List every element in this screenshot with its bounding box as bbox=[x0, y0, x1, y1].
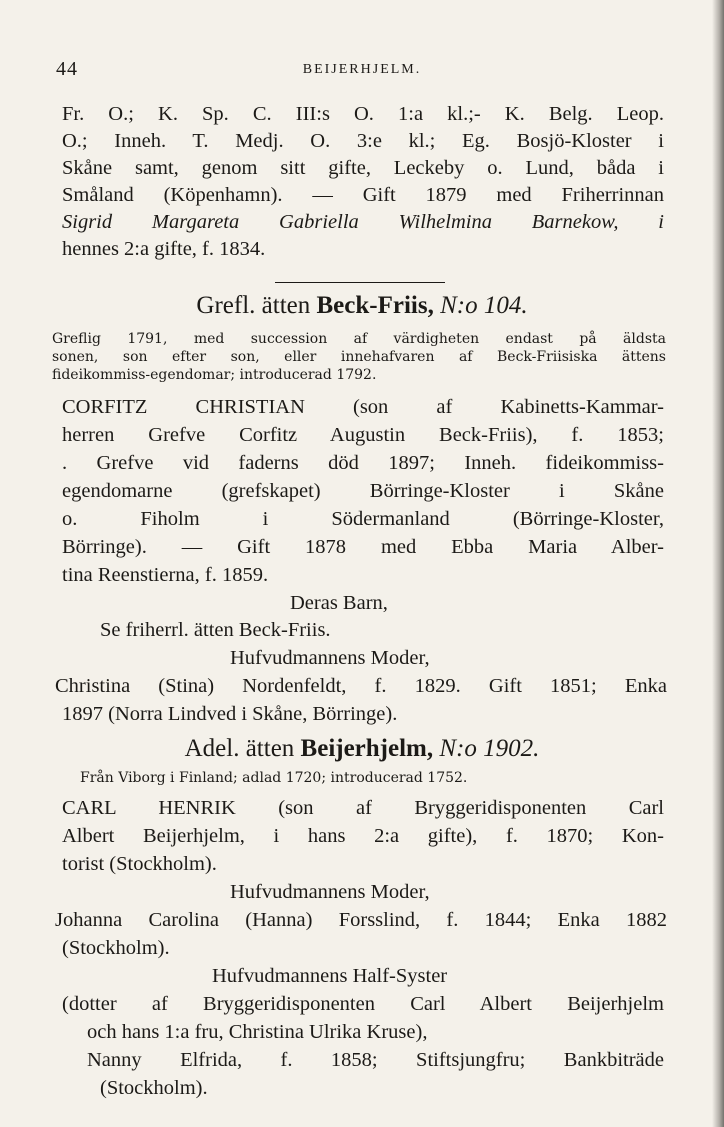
mother-line: 1897 (Norra Lindved i Skåne, Börringe). bbox=[62, 703, 398, 725]
heading-prefix: Adel. ätten bbox=[184, 735, 295, 762]
mother-heading: Hufvudmannens Moder, bbox=[230, 647, 430, 669]
mother-heading: Hufvudmannens Moder, bbox=[230, 881, 430, 903]
heading-number: N:o 1902. bbox=[439, 735, 540, 762]
text-line: Fr. O.; K. Sp. C. III:s O. 1:a kl.;- K. Belg. Leop. bbox=[62, 103, 664, 125]
entry-line: o. Fiholm i Södermanland (Börringe-Kloster, bbox=[62, 508, 664, 530]
sister-heading: Hufvudmannens Half-Syster bbox=[212, 965, 448, 987]
text-line: Småland (Köpenhamn). — Gift 1879 med Friherrinnan bbox=[62, 184, 664, 206]
mother-line: Christina (Stina) Nordenfeldt, f. 1829. Gift 1851; Enka bbox=[55, 675, 667, 697]
heading-family-name: Beck-Friis, bbox=[316, 292, 434, 319]
intro-line: sonen, son efter son, eller innehafvaren af Beck-Friisiska ättens bbox=[52, 349, 666, 365]
mother-line: Johanna Carolina (Hanna) Forsslind, f. 1844; Enka 1882 bbox=[55, 909, 667, 931]
entry-line: CORFITZ CHRISTIAN (son af Kabinetts-Kammar- bbox=[62, 396, 664, 418]
heading-family-name: Beijerhjelm, bbox=[300, 735, 434, 762]
children-heading: Deras Barn, bbox=[290, 592, 388, 614]
section-heading-beijerhjelm bbox=[0, 735, 724, 763]
text-line: Sigrid Margareta Gabriella Wilhelmina Barnekow, i bbox=[62, 211, 664, 233]
section-heading-beck-friis bbox=[0, 292, 724, 320]
sister-line: (dotter af Bryggeridisponenten Carl Albert Beijerhjelm bbox=[62, 993, 664, 1015]
entry-line: tina Reenstierna, f. 1859. bbox=[62, 564, 269, 586]
intro-line: Greflig 1791, med succession af värdigheten endast på äldsta bbox=[52, 331, 666, 347]
heading-prefix: Grefl. ätten bbox=[196, 292, 311, 319]
entry-line: Albert Beijerhjelm, i hans 2:a gifte), f. 1870; Kon- bbox=[62, 825, 664, 847]
entry-line: egendomarne (grefskapet) Börringe-Kloster i Skåne bbox=[62, 480, 664, 502]
children-reference: Se friherrl. ätten Beck-Friis. bbox=[100, 619, 331, 641]
intro-line: Från Viborg i Finland; adlad 1720; introducerad 1752. bbox=[80, 770, 468, 786]
text-line: Skåne samt, genom sitt gifte, Leckeby o. Lund, båda i bbox=[62, 157, 664, 179]
sister-line: och hans 1:a fru, Christina Ulrika Kruse), bbox=[87, 1021, 428, 1043]
heading-number: N:o 104. bbox=[440, 292, 528, 319]
separator-rule bbox=[275, 282, 445, 283]
running-title: BEIJERHJELM. bbox=[302, 62, 422, 77]
sister-line: Nanny Elfrida, f. 1858; Stiftsjungfru; Bankbiträde bbox=[87, 1049, 664, 1071]
entry-line: CARL HENRIK (son af Bryggeridisponenten Carl bbox=[62, 797, 664, 819]
entry-line: torist (Stockholm). bbox=[62, 853, 217, 875]
entry-line: Börringe). — Gift 1878 med Ebba Maria Alber- bbox=[62, 536, 664, 558]
page-edge-shadow bbox=[712, 0, 724, 1127]
entry-line: herren Grefve Corfitz Augustin Beck-Friis), f. 1853; bbox=[62, 424, 664, 446]
intro-line: fideikommiss-egendomar; introducerad 1792. bbox=[52, 367, 377, 383]
page-number: 44 bbox=[56, 58, 78, 80]
sister-line: (Stockholm). bbox=[100, 1077, 208, 1099]
text-line: hennes 2:a gifte, f. 1834. bbox=[62, 238, 266, 260]
mother-line: (Stockholm). bbox=[62, 937, 170, 959]
text-line: O.; Inneh. T. Medj. O. 3:e kl.; Eg. Bosjö-Kloster i bbox=[62, 130, 664, 152]
entry-line: . Grefve vid faderns död 1897; Inneh. fideikommiss- bbox=[62, 452, 664, 474]
